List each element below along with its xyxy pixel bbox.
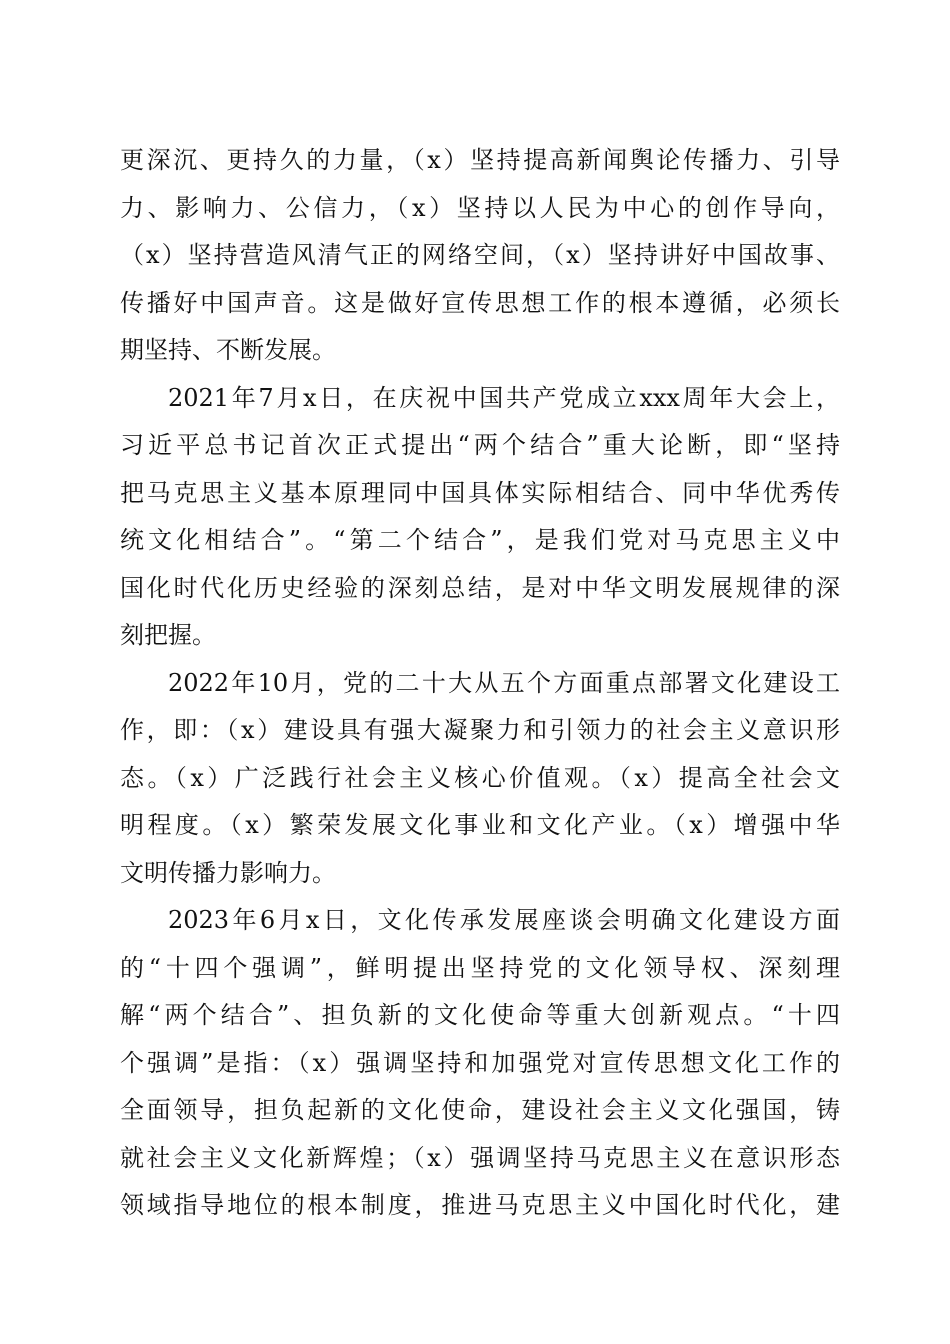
paragraph-line: 就社会主义文化新辉煌；（x）强调坚持马克思主义在意识形态 [120, 1143, 840, 1172]
paragraph-line: 全面领导，担负起新的文化使命，建设社会主义文化强国，铸 [120, 1096, 840, 1124]
paragraph-line: 2023年6月x日，文化传承发展座谈会明确文化建设方面 [168, 906, 840, 934]
paragraph-line: 个强调”是指：（x）强调坚持和加强党对宣传思想文化工作的 [120, 1048, 840, 1077]
paragraph-line: 把马克思主义基本原理同中国具体实际相结合、同中华优秀传 [120, 478, 840, 507]
document-body [120, 137, 840, 1230]
paragraph-line: 更深沉、更持久的力量，（x）坚持提高新闻舆论传播力、引导 [120, 146, 840, 174]
paragraph-line: 的“十四个强调”，鲜明提出坚持党的文化领导权、深刻理 [120, 953, 840, 982]
paragraph-line: 传播好中国声音。这是做好宣传思想工作的根本遵循，必须长 [120, 288, 840, 317]
paragraph-line: 2022年10月，党的二十大从五个方面重点部署文化建设工 [168, 668, 840, 697]
paragraph-line: 力、影响力、公信力，（x）坚持以人民为中心的创作导向， [120, 193, 840, 222]
paragraph-1 [120, 137, 840, 375]
paragraph-3 [120, 660, 840, 898]
paragraph-line: 作，即：（x）建设具有强大凝聚力和引领力的社会主义意识形 [120, 716, 840, 744]
paragraph-line: 文明传播力影响力。 [120, 858, 336, 887]
paragraph-line: 国化时代化历史经验的深刻总结，是对中华文明发展规律的深 [120, 573, 840, 602]
paragraph-line: （x）坚持营造风清气正的网络空间，（x）坚持讲好中国故事、 [120, 241, 840, 269]
paragraph-2 [120, 375, 840, 660]
paragraph-line: 解“两个结合”、担负新的文化使命等重大创新观点。“十四 [120, 1001, 840, 1029]
paragraph-line: 2021年7月x日，在庆祝中国共产党成立xxx周年大会上， [168, 383, 840, 412]
paragraph-line: 习近平总书记首次正式提出“两个结合”重大论断，即“坚持 [120, 431, 840, 459]
paragraph-4 [120, 897, 840, 1230]
paragraph-line: 统文化相结合”。“第二个结合”，是我们党对马克思主义中 [120, 526, 840, 554]
paragraph-line: 刻把握。 [120, 621, 216, 649]
paragraph-line: 领域指导地位的根本制度，推进马克思主义中国化时代化，建 [120, 1191, 840, 1219]
paragraph-line: 态。（x）广泛践行社会主义核心价值观。（x）提高全社会文 [120, 763, 840, 792]
paragraph-line: 明程度。（x）繁荣发展文化事业和文化产业。（x）增强中华 [120, 811, 840, 839]
paragraph-line: 期坚持、不断发展。 [120, 336, 336, 364]
